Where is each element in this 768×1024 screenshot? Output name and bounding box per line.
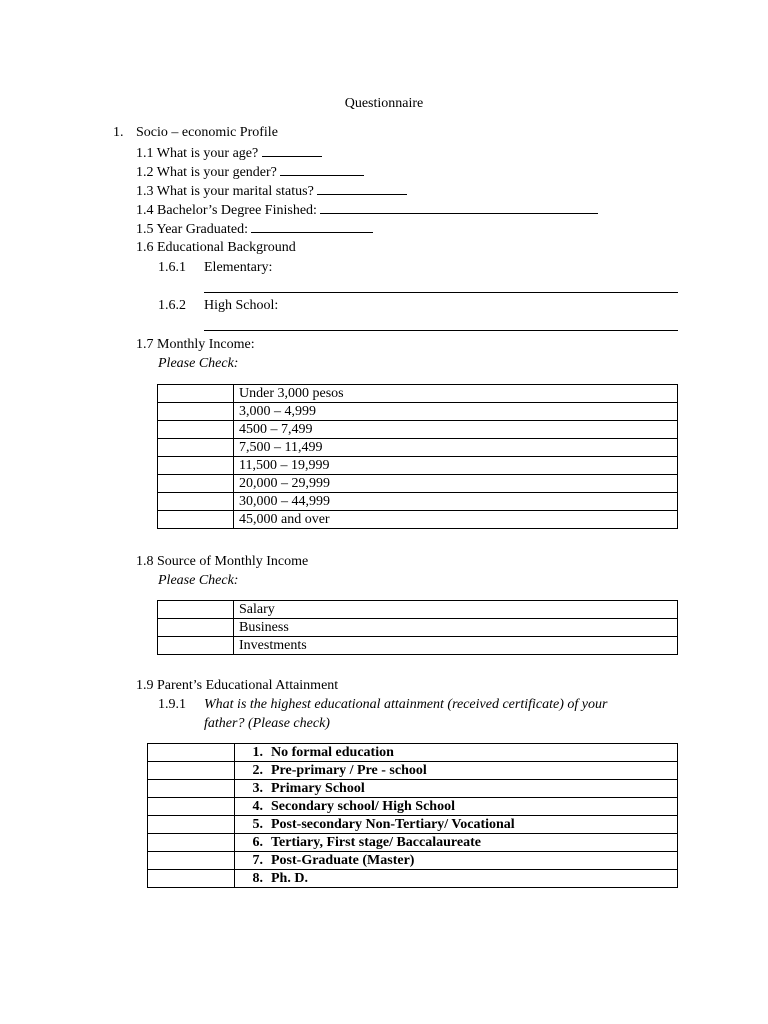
question-age-label: 1.1 What is your age?: [136, 146, 259, 161]
year-graduated-blank[interactable]: [251, 219, 373, 233]
education-option: [235, 798, 678, 816]
subquestion-father-text-line1: What is the highest educational attainment (received certificate) of your: [204, 697, 608, 712]
option-number: 7.: [252, 853, 263, 868]
subquestion-high-school-number: 1.6.2: [158, 298, 186, 313]
option-label: Post-secondary Non-Tertiary/ Vocational: [271, 817, 515, 832]
checkbox-cell[interactable]: [158, 619, 234, 637]
table-row: [148, 816, 678, 834]
income-option: 7,500 – 11,499: [234, 439, 678, 457]
option-number: 8.: [252, 871, 263, 886]
marital-status-blank[interactable]: [317, 181, 407, 195]
option-label: Pre-primary / Pre - school: [271, 763, 427, 778]
subquestion-father-text-line2: father? (Please check): [204, 716, 330, 731]
checkbox-cell[interactable]: [158, 637, 234, 655]
subquestion-elementary-label: Elementary:: [204, 260, 273, 275]
option-label: Primary School: [271, 781, 365, 796]
checkbox-cell[interactable]: [158, 421, 234, 439]
table-row: [158, 601, 678, 619]
source-option: Salary: [234, 601, 678, 619]
question-age: [136, 143, 322, 163]
checkbox-cell[interactable]: [148, 762, 235, 780]
question-marital-status: [136, 181, 407, 201]
income-option: 30,000 – 44,999: [234, 493, 678, 511]
table-row: [158, 403, 678, 421]
section-number: 1.: [113, 125, 124, 140]
income-option: 3,000 – 4,999: [234, 403, 678, 421]
table-row: [158, 475, 678, 493]
table-row: [148, 744, 678, 762]
education-option: [235, 780, 678, 798]
table-row: [158, 637, 678, 655]
checkbox-cell[interactable]: [148, 798, 235, 816]
option-number: 3.: [252, 781, 263, 796]
checkbox-cell[interactable]: [158, 457, 234, 475]
checkbox-cell[interactable]: [158, 403, 234, 421]
gender-blank[interactable]: [280, 162, 364, 176]
education-option: [235, 834, 678, 852]
income-option: 45,000 and over: [234, 511, 678, 529]
source-option: Investments: [234, 637, 678, 655]
income-option: 20,000 – 29,999: [234, 475, 678, 493]
education-option: [235, 852, 678, 870]
monthly-income-instruction: Please Check:: [158, 356, 239, 371]
table-row: [158, 457, 678, 475]
income-option: 11,500 – 19,999: [234, 457, 678, 475]
checkbox-cell[interactable]: [158, 439, 234, 457]
table-row: [158, 421, 678, 439]
subquestion-high-school-label: High School:: [204, 298, 279, 313]
checkbox-cell[interactable]: [158, 601, 234, 619]
table-row: [148, 852, 678, 870]
income-source-table: [157, 600, 678, 655]
table-row: [158, 619, 678, 637]
table-row: [148, 870, 678, 888]
table-row: [158, 385, 678, 403]
checkbox-cell[interactable]: [158, 511, 234, 529]
checkbox-cell[interactable]: [158, 385, 234, 403]
checkbox-cell[interactable]: [158, 475, 234, 493]
question-educational-background: 1.6 Educational Background: [136, 240, 296, 255]
question-year-graduated: [136, 219, 373, 239]
option-number: 4.: [252, 799, 263, 814]
question-parents-education: 1.9 Parent’s Educational Attainment: [136, 678, 339, 693]
checkbox-cell[interactable]: [148, 852, 235, 870]
education-option: [235, 816, 678, 834]
table-row: [148, 798, 678, 816]
option-label: No formal education: [271, 745, 394, 760]
checkbox-cell[interactable]: [148, 780, 235, 798]
education-option: [235, 744, 678, 762]
education-option: [235, 870, 678, 888]
section-heading: Socio – economic Profile: [136, 125, 278, 140]
checkbox-cell[interactable]: [148, 744, 235, 762]
option-number: 2.: [252, 763, 263, 778]
option-number: 6.: [252, 835, 263, 850]
option-number: 5.: [252, 817, 263, 832]
age-blank[interactable]: [262, 143, 322, 157]
table-row: [148, 780, 678, 798]
question-degree-label: 1.4 Bachelor’s Degree Finished:: [136, 203, 317, 218]
question-gender: [136, 162, 364, 182]
checkbox-cell[interactable]: [148, 834, 235, 852]
option-label: Ph. D.: [271, 871, 308, 886]
income-table: [157, 384, 678, 529]
education-option: [235, 762, 678, 780]
income-source-instruction: Please Check:: [158, 573, 239, 588]
question-monthly-income: 1.7 Monthly Income:: [136, 337, 255, 352]
table-row: [158, 439, 678, 457]
question-income-source: 1.8 Source of Monthly Income: [136, 554, 309, 569]
option-label: Secondary school/ High School: [271, 799, 455, 814]
subquestion-father-number: 1.9.1: [158, 697, 186, 712]
income-option: 4500 – 7,499: [234, 421, 678, 439]
education-table: [147, 743, 678, 888]
income-option: Under 3,000 pesos: [234, 385, 678, 403]
question-degree: [136, 200, 598, 220]
checkbox-cell[interactable]: [148, 870, 235, 888]
option-number: 1.: [252, 745, 263, 760]
elementary-blank[interactable]: [204, 292, 678, 293]
high-school-blank[interactable]: [204, 330, 678, 331]
table-row: [148, 834, 678, 852]
degree-blank[interactable]: [320, 200, 598, 214]
table-row: [158, 511, 678, 529]
page-title: Questionnaire: [344, 96, 424, 111]
table-row: [158, 493, 678, 511]
option-label: Post-Graduate (Master): [271, 853, 415, 868]
table-row: [148, 762, 678, 780]
option-label: Tertiary, First stage/ Baccalaureate: [271, 835, 481, 850]
question-marital-status-label: 1.3 What is your marital status?: [136, 184, 314, 199]
question-gender-label: 1.2 What is your gender?: [136, 165, 277, 180]
checkbox-cell[interactable]: [158, 493, 234, 511]
source-option: Business: [234, 619, 678, 637]
checkbox-cell[interactable]: [148, 816, 235, 834]
question-year-graduated-label: 1.5 Year Graduated:: [136, 222, 248, 237]
subquestion-elementary-number: 1.6.1: [158, 260, 186, 275]
